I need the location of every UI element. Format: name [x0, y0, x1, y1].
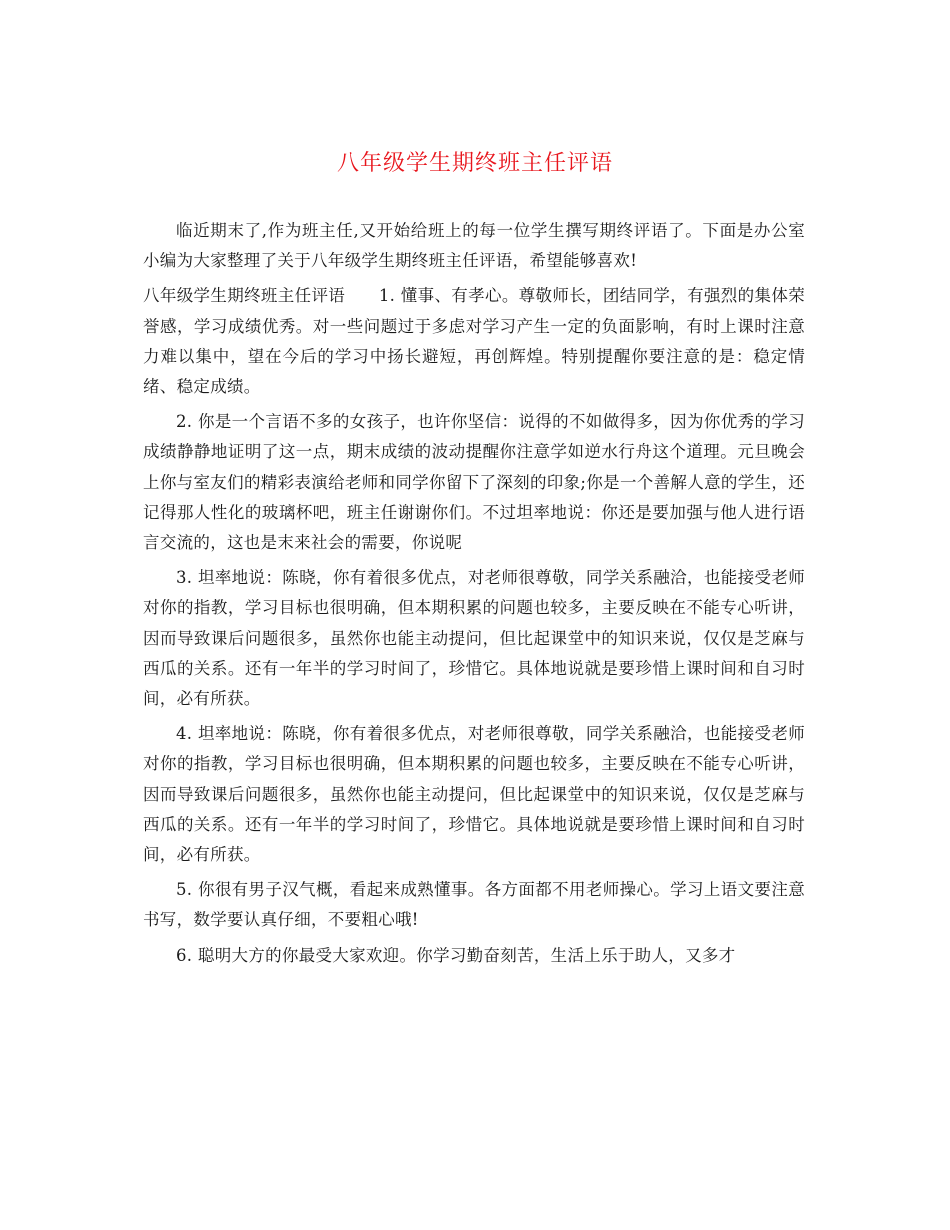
document-title: 八年级学生期终班主任评语 — [336, 151, 613, 176]
paragraph-comment-4: 4. 坦率地说：陈晓，你有着很多优点，对老师很尊敬，同学关系融洽，也能接受老师对你的指教，学习目标也很明确，但本期积累的问题也较多，主要反映在不能专心听讲，因而导致课后问题很多，虽然你也能主动提问，但比起课堂中的知识来说，仅仅是芝麻与西瓜的关系。还有一年半的学习时间了，珍惜它。具体地说就是要珍惜上课时间和自习时间，必有所获。 — [143, 724, 805, 865]
paragraph-comment-6: 6. 聪明大方的你最受大家欢迎。你学习勤奋刻苦，生活上乐于助人，又多才 — [176, 945, 736, 965]
paragraph-comment-2: 2. 你是一个言语不多的女孩子，也许你坚信：说得的不如做得多，因为你优秀的学习成绩静静地证明了这一点，期末成绩的波动提醒你注意学如逆水行舟这个道理。元旦晚会上你与室友们的精彩表演给老师和同学你留下了深刻的印象;你是一个善解人意的学生，还记得那人性化的玻璃杯吧，班主任谢谢你们。不过坦率地说：你还是要加强与他人进行语言交流的，这也是末来社会的需要，你说呢 — [143, 412, 805, 553]
paragraph-comment-5: 5. 你很有男子汉气概，看起来成熟懂事。各方面都不用老师操心。学习上语文要注意书写，数学要认真仔细，不要粗心哦! — [143, 880, 805, 930]
paragraph-intro: 临近期末了,作为班主任,又开始给班上的每一位学生撰写期终评语了。下面是办公室小编为大家整理了关于八年级学生期终班主任评语，希望能够喜欢! — [143, 221, 805, 271]
paragraph-comment-1: 八年级学生期终班主任评语 1. 懂事、有孝心。尊敬师长，团结同学，有强烈的集体荣誉感，学习成绩优秀。对一些问题过于多虑对学习产生一定的负面影响，有时上课时注意力难以集中，望在今后的学习中扬长避短，再创辉煌。特别提醒你要注意的是：稳定情绪、稳定成绩。 — [143, 286, 805, 397]
paragraph-comment-3: 3. 坦率地说：陈晓，你有着很多优点，对老师很尊敬，同学关系融洽，也能接受老师对你的指教，学习目标也很明确，但本期积累的问题也较多，主要反映在不能专心听讲，因而导致课后问题很多，虽然你也能主动提问，但比起课堂中的知识来说，仅仅是芝麻与西瓜的关系。还有一年半的学习时间了，珍惜它。具体地说就是要珍惜上课时间和自习时间，必有所获。 — [143, 568, 805, 709]
document-body — [143, 216, 805, 976]
